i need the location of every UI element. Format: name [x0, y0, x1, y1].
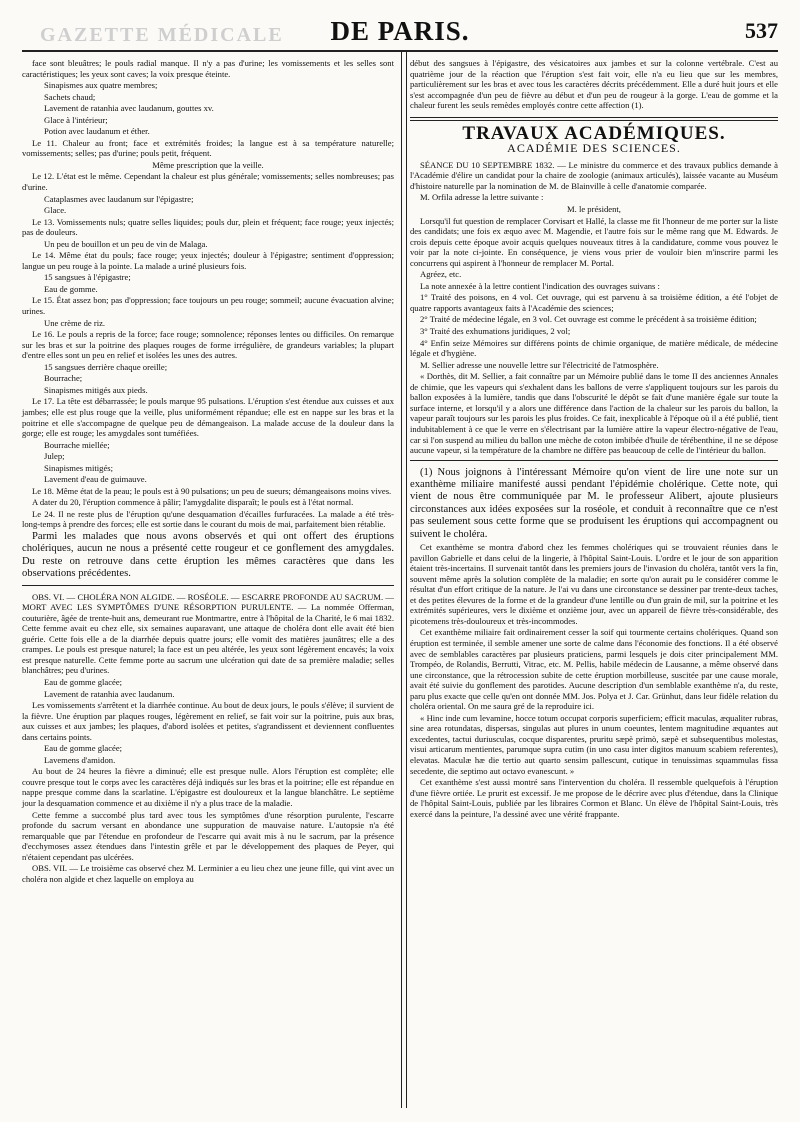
left-column: [22, 58, 394, 885]
section-rule: [410, 460, 778, 461]
paragraph: 2° Traité de médecine légale, en 3 vol. Cet ouvrage est comme le précédent à sa troisième édition;: [420, 314, 757, 325]
paragraph: M. Sellier adresse une nouvelle lettre sur l'électricité de l'atmosphère.: [420, 359, 659, 370]
paragraph: Le 16. Le pouls a repris de la force; face rouge; somnolence; réponses lentes ou difficiles. On remarque sur les bras et sur la poitrine des plaques rouges de forme irrégulière, de grandeurs variables; la plupart d'entre elles sont un peu en relief et isolées les unes des autres.: [22, 329, 394, 361]
prescription-line: Cataplasmes avec laudanum sur l'épigastre;: [44, 193, 194, 204]
paragraph: Le 17. La tête est débarrassée; le pouls marque 95 pulsations. L'éruption s'est étendue aux cuisses et aux jambes; elle est plus rouge que la veille, plus uniformément répandue; elle est en nappe sur les bras et la poitrine et elle s'accompagne de quelque peu de démangeaison. La malade accuse de la douleur dans la gorge; elle est rouge; les amygdales sont tuméfiées.: [22, 396, 394, 439]
column-divider: [401, 52, 407, 1108]
page-title: DE PARIS.: [330, 16, 470, 46]
double-rule: [410, 117, 778, 121]
page-header: [0, 14, 800, 48]
paragraph: Cet exanthème miliaire fait ordinairement cesser la soif qui tourmente certains cholériques. Quand son éruption est terminée, il semble amener une sorte de calme dans l'économie des fonctions. Il a été observé avec de semblables caractères par plusieurs praticiens, parmi lesquels je dois citer principalement MM. Trompéo, de Rolandis, Berrutti, Vitrac, etc. M. Pellis, habile médecin de Lausanne, a même observé dans une circonstance, que la rétrocession subite de cette éruption morbilleuse, suscitée par une cause morale, avait été suivie du gonflement des parotides. Aucune description d'un semblable exanthème n'a, du reste, paru plus exacte que celle qu'en ont donnée MM. Jos. Polya et J. Car. Grünhut, dans leur fidèle relation du choléra oriental. On me saura gré de la reproduire ici.: [410, 627, 778, 712]
paragraph: 4° Enfin seize Mémoires sur différens points de chimie organique, de matière médicale, de médecine légale et d'hygiène.: [410, 337, 778, 359]
prescription-line: Une crème de riz.: [44, 317, 106, 328]
paragraph: M. le président,: [567, 204, 621, 215]
paragraph: Même prescription que la veille.: [152, 159, 264, 170]
paragraph: SÉANCE DU 10 SEPTEMBRE 1832. — Le ministre du commerce et des travaux publics demande à l'Académie d'élire un candidat pour la chaire de zoologie (animaux articulés), laissée vacante au Muséum d'histoire naturelle par la nomination de M. de Blainville à celle d'anatomie comparée.: [410, 159, 778, 191]
prescription-line: Sachets chaud;: [44, 91, 96, 102]
section-rule: [22, 585, 394, 586]
paragraph: Parmi les malades que nous avons observés et qui ont offert des éruptions cholériques, aucun ne nous a présenté cette rougeur et ce gonflement des amygdales. Du reste on retrouve dans cette éruption les mêmes caractères que dans les observations précédentes.: [22, 530, 394, 580]
header-rule: [22, 50, 778, 52]
paragraph: La note annexée à la lettre contient l'indication des ouvrages suivans :: [420, 280, 660, 291]
page-number: 537: [745, 18, 778, 43]
prescription-line: Eau de gomme glacée;: [44, 676, 123, 687]
prescription-line: Sinapismes mitigés aux pieds.: [44, 384, 148, 395]
paragraph: Le 14. Même état du pouls; face rouge; yeux injectés; douleur à l'épigastre; sentiment d'oppression; langue un peu rouge à la pointe. La malade a uriné plusieurs fois.: [22, 250, 394, 271]
paragraph: Au bout de 24 heures la fièvre a diminué; elle est presque nulle. Alors l'éruption est complète; elle couvre presque tout le corps avec les caractères déjà indiqués sur les bras et la poitrine; elle est répandue en nappe presque comme dans la scarlatine. L'épigastre est douloureux et la langue blanchâtre. Le septième jour la desquamation commence et au dixième il n'y a plus trace de la maladie.: [22, 766, 394, 808]
paragraph: Le 24. Il ne reste plus de l'éruption qu'une desquamation d'écailles furfuracées. La malade a été très-long-temps à prendre des forces; elle est sortie dans le courant du mois de mai, parfaitement bien rétablie.: [22, 508, 394, 530]
prescription-line: Lavement de ratanhia avec laudanum.: [44, 688, 175, 699]
paragraph: face sont bleuâtres; le pouls radial manque. Il n'y a pas d'urine; les vomissements et les selles sont caractéristiques; les yeux sont caves; la voix presque éteinte.: [22, 58, 394, 79]
paragraph: (1) Nous joignons à l'intéressant Mémoire qu'on vient de lire une note sur un exanthème miliaire manifesté aussi pendant l'épidémie cholérique. Cette note, qui vient de nous être communiquée par M. le professeur Alibert, ajoute plusieurs circonstances aux idées exposées sur la roséole, et conduit à reconnaître que ce n'est pas seulement sous cette forme que se produisent les éruptions qui accompagnent ou suivent le choléra.: [410, 466, 778, 540]
paragraph: Lorsqu'il fut question de remplacer Corvisart et Hallé, la classe me fit l'honneur de me porter sur la liste des candidats; une fois ex æquo avec M. Magendie, et l'autre fois sur le même rang que M. Edwards. Je crois depuis cette époque avoir acquis quelques nouveaux titres à la candidature, comme vous pouvez le voir par la note ci-jointe. En conséquence, je viens vous prier de vouloir bien m'inscrire parmi les concurrens qui aspirent à l'honneur de remplacer M. Portal.: [410, 215, 778, 268]
paragraph: Agréez, etc.: [420, 269, 462, 280]
prescription-line: Lavement d'eau de guimauve.: [44, 474, 147, 485]
prescription-line: Julep;: [44, 451, 65, 462]
prescription-line: 15 sangsues à l'épigastre;: [44, 272, 131, 283]
paragraph: Cet exanthème se montra d'abord chez les femmes cholériques qui se trouvaient réunies dans le pavillon Gabrielle et dans celui de la lingerie, à l'hôpital Saint-Louis. L'ordre et le jour de son apparition étaient très-incertains. Il survenait tantôt dans les premiers jours de l'invasion du choléra, tantôt vers la fin, souvent même après la solution complète de la maladie; en sorte qu'on aurait pu le considérer comme le résultat d'un effort critique de la nature. Je l'ai vu dans une circonstance se dessiner par trente-deux taches, et des petites élevures de la forme et de la grandeur d'une lentille ou d'un grain de mil, sur la poitrine et les extrémités supérieures, vers le dixième et onzième jour, avec un appareil de fièvre très-considérable, des picotemens très-douloureux et très-incommodes.: [410, 542, 778, 626]
prescription-line: Bourrache miellée;: [44, 439, 110, 450]
prescription-line: Sinapismes aux quatre membres;: [44, 80, 158, 91]
paragraph: Le 12. L'état est le même. Cependant la chaleur est plus générale; vomissements; selles nombreuses; pas d'urine.: [22, 171, 394, 193]
paragraph: Cet exanthème s'est aussi montré sans l'intervention du choléra. Il ressemble quelquefois à l'éruption d'une fièvre ortiée. Le prurit est excessif. Je me propose de le décrire avec plus d'étendue, dans la Clinique de l'hôpital Saint-Louis, publiée par les libraires Cormon et Blanc. Un élève de l'hôpital Saint-Louis, très exercé dans la peinture, l'a dessiné avec une vérité frappante.: [410, 777, 778, 819]
prescription-line: 15 sangsues derrière chaque oreille;: [44, 361, 168, 372]
paragraph: M. Orfila adresse la lettre suivante :: [420, 192, 544, 203]
prescription-line: Lavemens d'amidon.: [44, 754, 116, 765]
paragraph: A dater du 20, l'éruption commence à pâlir; l'amygdalite disparaît; le pouls est à l'état normal.: [32, 497, 354, 508]
paragraph: 3° Traité des exhumations juridiques, 2 vol;: [420, 326, 571, 337]
paragraph: Les vomissements s'arrêtent et la diarrhée continue. Au bout de deux jours, le pouls s'élève; il survient de la fièvre. Une éruption par plaques rouges, légèrement en relief, se fait voir sur la poitrine, puis aux bras, aux cuisses et aux jambes; les plaques, d'abord isolées et petites, s'agrandissent et deviennent confluentes dans certains points.: [22, 700, 394, 742]
paragraph: 1° Traité des poisons, en 4 vol. Cet ouvrage, qui est parvenu à sa troisième édition, a été l'objet de quatre rapports avantageux faits à l'Académie des sciences;: [410, 292, 778, 313]
paragraph: « Hinc inde cum levamine, hocce totum occupat corporis superficiem; efficit maculas, æqualiter rubras, sine area rotundatas, dispersas, singulas aut plures in unum coeuntes, lentem magnitudine æquantes aut excedentes, tactui duriusculas, cocque disparentes, pruritu sæpè primò, sæpè et subsequentibus molestas, visui articarum mentientes, parumque supra cutim (in uno casu inter digitos manuum scabiem referentes), elevatas. Maculæ hæ die tertio aut quarto sensim pallescunt, cutique in tenuissimas squammulas fissa secedente, die septimo aut octavo evanescunt. »: [410, 712, 778, 776]
paragraph: OBS. VI. — CHOLÉRA NON ALGIDE. — ROSÉOLE. — ESCARRE PROFONDE AU SACRUM. — MORT AVEC LES SYMPTÔMES D'UNE RÉSORPTION PURULENTE. — La nommée Offerman, couturière, âgée de trente-huit ans, demeurant rue Montmartre, entre à l'hôpital de la Charité, le 6 mai 1832. Cette femme avait eu chez elle, six semaines auparavant, une attaque de choléra dont elle avait été bien guérie. Cette fois elle a de la diarrhée depuis quatre jours; elle vomit des matières jaunâtres; elle a des crampes. Le pouls est presque naturel; la face est un peu altérée, les yeux sont légèrement encavés; la voix est presque naturelle. Cette femme porte au sacrum une ulcération qui date de sa première maladie; selles blanchâtres; peu d'urines.: [22, 591, 394, 676]
prescription-line: Glace à l'intérieur;: [44, 114, 108, 125]
prescription-line: Eau de gomme glacée;: [44, 743, 123, 754]
prescription-line: Un peu de bouillon et un peu de vin de Malaga.: [44, 238, 208, 249]
paragraph: Le 18. Même état de la peau; le pouls est à 90 pulsations; un peu de sueurs; démangeaisons moins vives.: [32, 485, 392, 496]
masthead-ghost-text: GAZETTE MÉDICALE: [40, 24, 284, 46]
paragraph: Cette femme a succombé plus tard avec tous les symptômes d'une résorption purulente, l'escarre profonde du sacrum versant en abondance une suppuration de mauvaise nature. L'autopsie n'a été remarquable que par l'étendue en profondeur de l'escarre qui avait mis à nu le sacrum, par la présence d'ecchymoses assez étendues dans l'intestin grêle et par le développement des plaques de Peyer, qui n'étaient cependant pas ulcérées.: [22, 809, 394, 862]
paragraph: Le 13. Vomissements nuls; quatre selles liquides; pouls dur, plein et fréquent; face rouge; yeux injectés; pas de douleurs.: [22, 216, 394, 238]
paragraph: début des sangsues à l'épigastre, des vésicatoires aux jambes et sur la colonne vertébrale. C'est au quatrième jour de la réaction que l'éruption s'est fait voir, elle n'a eu lieu que sur les membres, particulièrement sur les bras et avec tous les caractères décrits précédemment. Elle a duré huit jours et elle s'est accompagnée d'un peu de fièvre au début et d'un peu de rougeur à la gorge. L'eau de gomme et la chaleur furent les seuls remèdes employés contre cette affection (1).: [410, 58, 778, 111]
prescription-line: Eau de gomme.: [44, 283, 98, 294]
section-heading: TRAVAUX ACADÉMIQUES.: [462, 122, 726, 144]
right-column: [410, 58, 778, 820]
section-subheading: ACADÉMIE DES SCIENCES.: [507, 141, 681, 156]
prescription-line: Glace.: [44, 205, 67, 216]
prescription-line: Sinapismes mitigés;: [44, 462, 113, 473]
prescription-line: Potion avec laudanum et éther.: [44, 126, 150, 137]
paragraph: Le 11. Chaleur au front; face et extrémités froides; la langue est à sa température naturelle; vomissements; selles; pas d'urine; pouls petit, fréquent.: [22, 137, 394, 159]
prescription-line: Lavement de ratanhia avec laudanum, gouttes xv.: [44, 103, 214, 114]
prescription-line: Bourrache;: [44, 373, 83, 384]
paragraph: « Dorthès, dit M. Sellier, a fait connaître par un Mémoire publié dans le tome II des anciennes Annales de chimie, que les vapeurs qui s'exhalent dans les ballons de verre s'appliquent toujours sur les parois du ballon exposées à la lumière, tandis que dans l'obscurité le dépôt se fait d'une manière égale sur toute la surface interne, et lorsqu'il y a alors une différence dans l'action de la chaleur sur les parois du ballon, la vapeur paraît toujours sur les parois les plus froides. Ce fait, inexplicable à l'époque où il a été publié, tient indubitablement à ce que le verre en s'électrisant par la lumière attire la vapeur électro-négative de l'eau, car si l'on suspend au milieu du ballon une mèche de coton imbibée d'huile de térébenthine, il ne se dépose aucune vapeur, si la température de la chambre ne diffère pas beaucoup de celle de l'intérieur du ballon.: [410, 371, 778, 456]
paragraph: OBS. VII. — Le troisième cas observé chez M. Lerminier a eu lieu chez une jeune fille, qui vint avec un choléra non algide et chez laquelle on employa au: [22, 863, 394, 884]
paragraph: Le 15. État assez bon; pas d'oppression; face toujours un peu rouge; sommeil; aucune évacuation alvine; urines.: [22, 295, 394, 317]
